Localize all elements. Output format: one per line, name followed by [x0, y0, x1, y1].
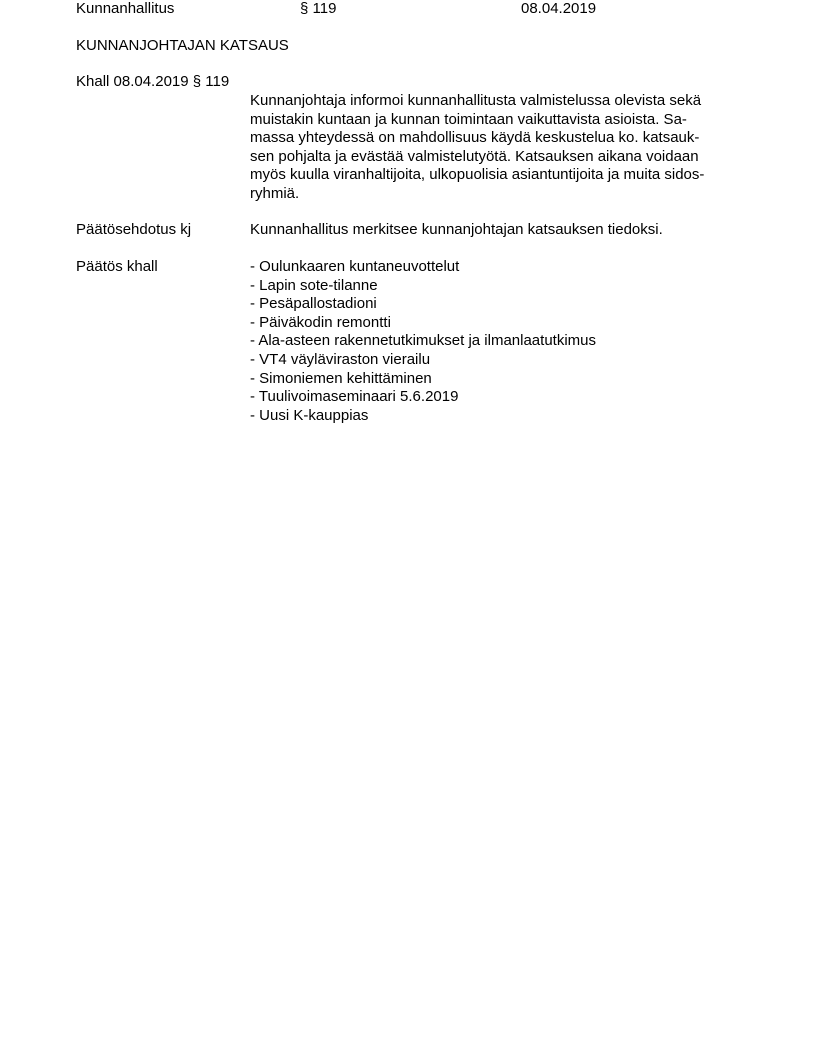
- paragraph-line: myös kuulla viranhaltijoita, ulkopuolisia asiantuntijoita ja muita sidos-: [250, 166, 705, 183]
- document-title: KUNNANJOHTAJAN KATSAUS: [76, 37, 289, 54]
- paragraph-line: sen pohjalta ja evästää valmistelutyötä. Katsauksen aikana voidaan: [250, 147, 699, 165]
- decision-list: [250, 258, 596, 425]
- paragraph-line: ryhmiä.: [250, 184, 300, 202]
- paragraph-line: Kunnanjohtaja informoi kunnanhallitusta valmistelussa olevista sekä: [250, 92, 702, 109]
- decision-item: - VT4 väyläviraston vierailu: [250, 350, 431, 368]
- decision-item: - Pesäpallostadioni: [250, 295, 377, 313]
- header-date: 08.04.2019: [521, 0, 597, 17]
- decision-item: - Oulunkaaren kuntaneuvottelut: [250, 258, 460, 275]
- decision-label: Päätös khall: [76, 258, 158, 275]
- proposal-text: Kunnanhallitus merkitsee kunnanjohtajan katsauksen tiedoksi.: [250, 221, 663, 238]
- decision-item: - Ala-asteen rakennetutkimukset ja ilmanlaatutkimus: [250, 332, 596, 350]
- description-paragraph: [250, 92, 750, 203]
- proposal-label: Päätösehdotus kj: [76, 221, 192, 238]
- paragraph-line: muistakin kuntaan ja kunnan toimintaan vaikuttavista asioista. Sa-: [250, 110, 687, 128]
- meeting-reference: Khall 08.04.2019 § 119: [76, 73, 230, 90]
- header-section: § 119: [300, 0, 337, 17]
- decision-item: - Päiväkodin remontti: [250, 313, 391, 331]
- decision-item: - Lapin sote-tilanne: [250, 276, 378, 294]
- decision-item: - Simoniemen kehittäminen: [250, 369, 432, 387]
- decision-item: - Tuulivoimaseminaari 5.6.2019: [250, 388, 459, 406]
- paragraph-line: massa yhteydessä on mahdollisuus käydä keskustelua ko. katsauk-: [250, 129, 700, 146]
- header-body-name: Kunnanhallitus: [76, 0, 175, 17]
- decision-item: - Uusi K-kauppias: [250, 406, 369, 424]
